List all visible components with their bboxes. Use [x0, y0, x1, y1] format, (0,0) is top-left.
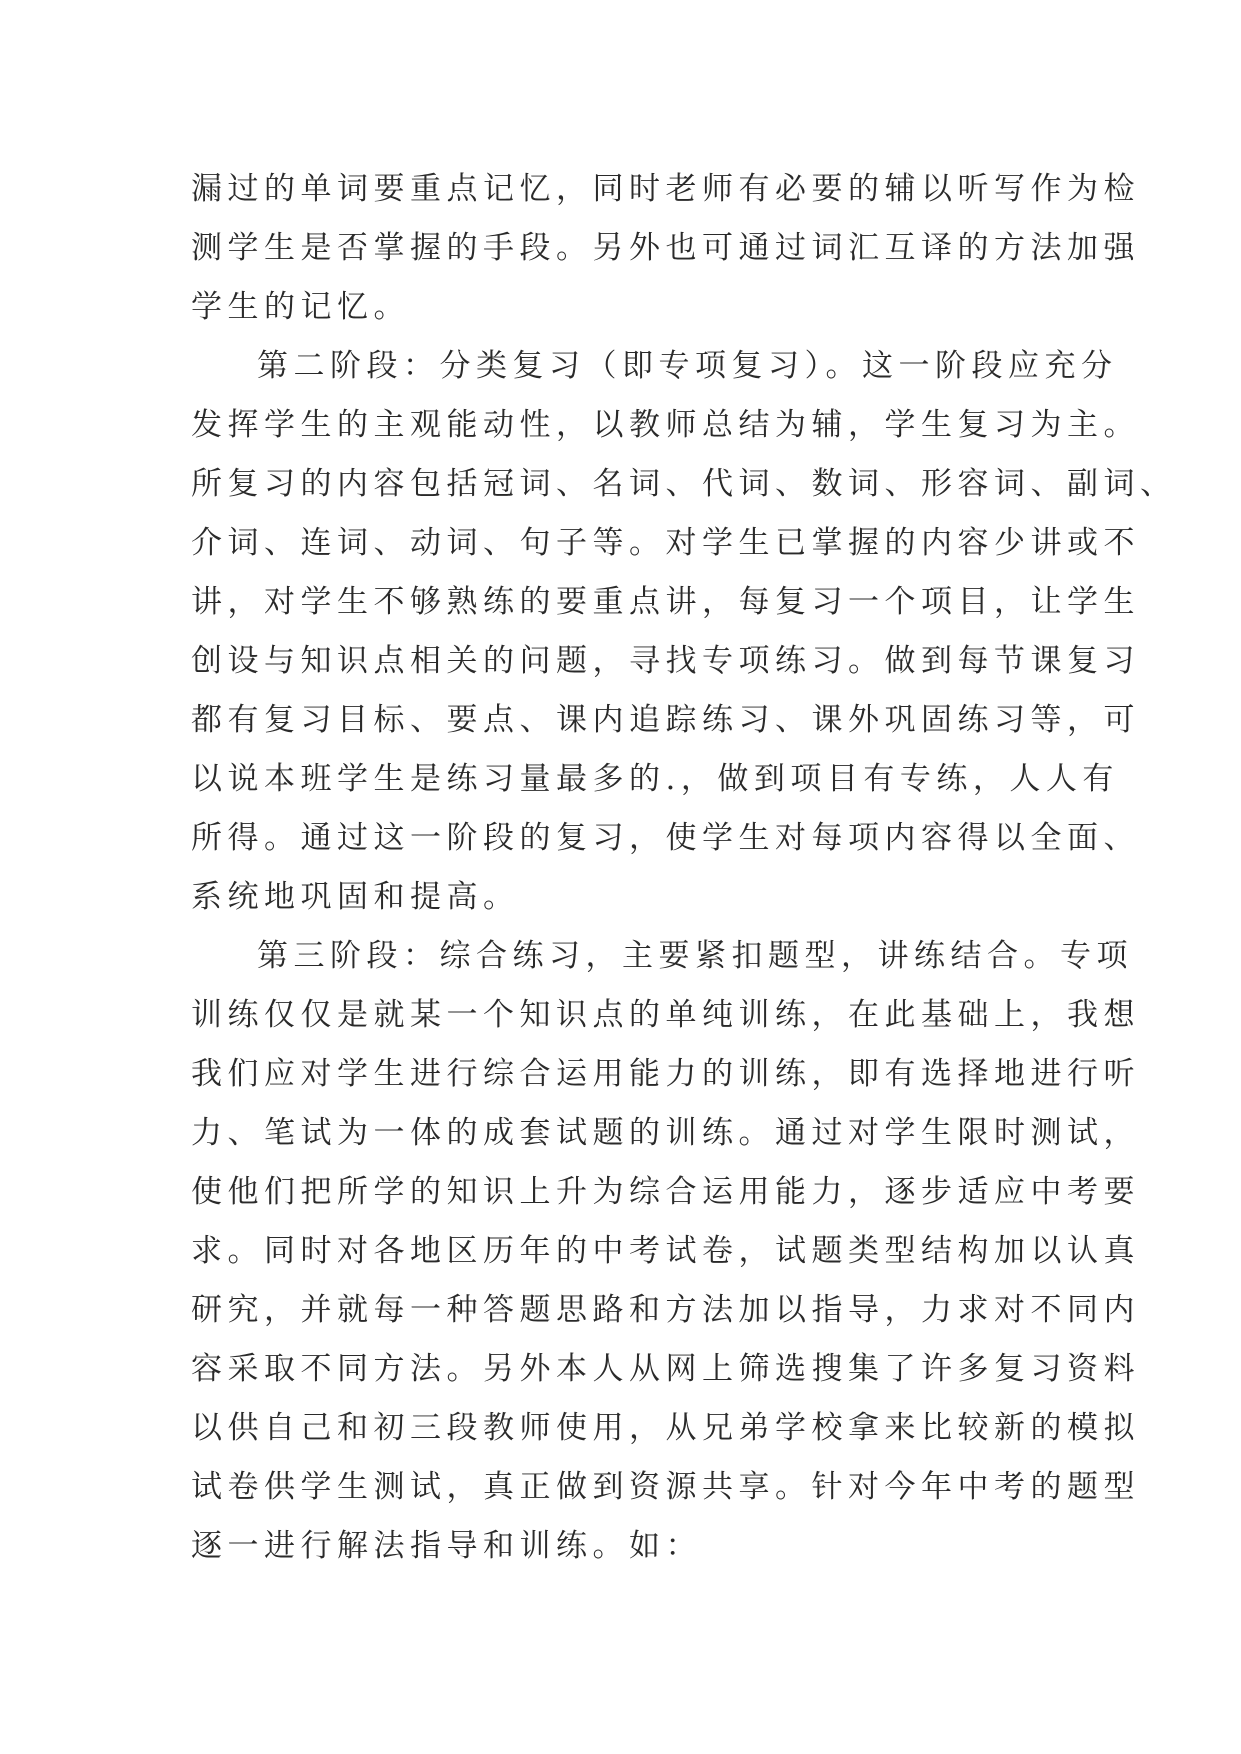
- text-line: 测学生是否掌握的手段。另外也可通过词汇互译的方法加强: [191, 230, 1140, 266]
- text-line: 训练仅仅是就某一个知识点的单纯训练，在此基础上，我想: [191, 997, 1140, 1033]
- text-line: 逐一进行解法指导和训练。如：: [191, 1528, 702, 1564]
- paragraph-2: [191, 337, 1177, 927]
- text-line: 系统地巩固和提高。: [191, 879, 520, 915]
- paragraph-3: [191, 927, 1140, 1576]
- text-line: 我们应对学生进行综合运用能力的训练，即有选择地进行听: [191, 1056, 1140, 1092]
- text-line: 讲，对学生不够熟练的要重点讲，每复习一个项目，让学生: [191, 584, 1140, 620]
- text-line: 以供自己和初三段教师使用，从兄弟学校拿来比较新的模拟: [191, 1410, 1140, 1446]
- text-line: 所得。通过这一阶段的复习，使学生对每项内容得以全面、: [191, 820, 1140, 856]
- text-line: 求。同时对各地区历年的中考试卷，试题类型结构加以认真: [191, 1233, 1140, 1269]
- text-line: 以说本班学生是练习量最多的.，做到项目有专练，人人有: [191, 761, 1119, 797]
- text-line: 容采取不同方法。另外本人从网上筛选搜集了许多复习资料: [191, 1351, 1140, 1387]
- text-line: 学生的记忆。: [191, 289, 410, 325]
- document-body: [191, 160, 1177, 1576]
- text-line: 漏过的单词要重点记忆，同时老师有必要的辅以听写作为检: [191, 171, 1140, 207]
- text-line: 试卷供学生测试，真正做到资源共享。针对今年中考的题型: [191, 1469, 1140, 1505]
- paragraph-1: [191, 160, 1140, 337]
- text-line: 发挥学生的主观能动性，以教师总结为辅，学生复习为主。: [191, 407, 1140, 443]
- text-line: 介词、连词、动词、句子等。对学生已掌握的内容少讲或不: [191, 525, 1140, 561]
- text-line: 都有复习目标、要点、课内追踪练习、课外巩固练习等，可: [191, 702, 1140, 738]
- text-line: 创设与知识点相关的问题，寻找专项练习。做到每节课复习: [191, 643, 1140, 679]
- text-line: 研究，并就每一种答题思路和方法加以指导，力求对不同内: [191, 1292, 1140, 1328]
- text-line: 第二阶段：分类复习（即专项复习）。这一阶段应充分: [257, 348, 1118, 384]
- text-line: 使他们把所学的知识上升为综合运用能力，逐步适应中考要: [191, 1174, 1140, 1210]
- text-line: 所复习的内容包括冠词、名词、代词、数词、形容词、副词、: [191, 466, 1177, 502]
- text-line: 力、笔试为一体的成套试题的训练。通过对学生限时测试，: [191, 1115, 1140, 1151]
- text-line: 第三阶段：综合练习，主要紧扣题型，讲练结合。专项: [257, 938, 1133, 974]
